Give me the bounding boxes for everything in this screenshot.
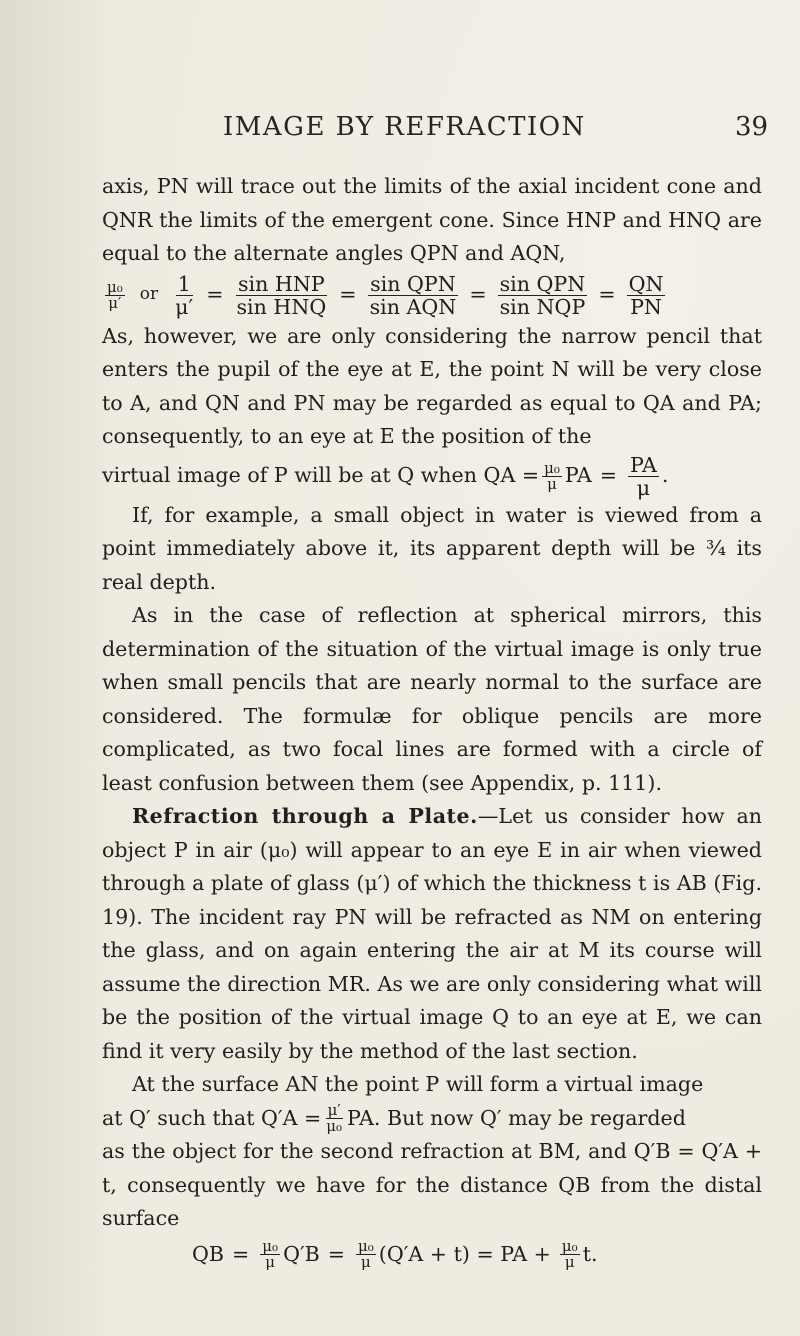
equation-sine-ratio: $\frac{\text{μ₀}}{\mu'}$ or $\frac{1}{\mu'}$ = $\frac{\text{sin HNP}}{\text{sin HNQ}}$ = $\frac{\text{sin QPN}}{\text{sin AQN}}$ = $\frac{\text{sin QPN}}{\text{sin NQP}}$ = $\frac{QN}{PN}$	[107, 271, 664, 319]
running-head: IMAGE BY REFRACTION	[223, 112, 586, 142]
equation-or: or	[139, 284, 159, 305]
fraction: $\frac{QN}{PN}$	[628, 271, 664, 319]
fraction: $\frac{\text{μ₀}}{\mu'}$	[107, 277, 123, 312]
fraction: $\frac{\text{μ₀}}{\mu}$	[358, 1236, 374, 1271]
fraction: $\frac{\text{μ₀}}{\mu}$	[262, 1236, 279, 1271]
paragraph-6-rest: as the object for the second refraction at BM, and Q′B = Q′A + t, consequently we have for the distance QB from the distal surface	[102, 1139, 762, 1230]
paragraph-3: If, for example, a small object in water is viewed from a point immediately above it, its apparent depth will be ¾ its real depth.	[102, 502, 762, 594]
body-text	[102, 170, 762, 1273]
paragraph-6-start: At the surface AN the point P will form a virtual image	[132, 1072, 704, 1096]
fraction: $\frac{\text{sin QPN}}{\text{sin NQP}}$	[499, 271, 586, 319]
page-number: 39	[735, 112, 769, 142]
page-header	[0, 108, 800, 148]
fraction: $\frac{\text{μ₀}}{\mu}$	[561, 1236, 578, 1271]
fraction: $\frac{\mu'}{\text{μ₀}}$	[326, 1100, 343, 1135]
fraction: $\frac{\text{sin HNP}}{\text{sin HNQ}}$	[236, 271, 327, 319]
equation-distance-qb: QB = $\frac{\text{μ₀}}{\mu}$ Q′B = $\frac{\text{μ₀}}{\mu}$ (Q′A + t) = PA + $\frac{\text{μ₀}}{\mu}$ t.	[192, 1236, 598, 1271]
equation-plate-first: at Q′ such that Q′A = $\frac{\mu'}{\text{μ₀}}$ PA. But now Q′ may be regarded	[102, 1100, 686, 1135]
fraction: $\frac{\text{μ₀}}{\mu}$	[544, 458, 560, 493]
paragraph-5: Refraction through a Plate.—Let us consider how an object P in air (μ₀) will appear to an eye E in air when viewed through a plate of glass (μ′) of which the thickness t is AB (Fig. 19). The incident ray PN will be refracted as NM on entering the glass, and on again entering the air at M its course will assume the direction MR. As we are only considering what will be the position of the virtual image Q to an eye at E, we can find it very easily by the method of the last section.	[102, 804, 762, 1063]
section-run-head: Refraction through a Plate.	[132, 804, 478, 828]
fraction: $\frac{1}{\mu'}$	[175, 271, 194, 319]
fraction: $\frac{PA}{\mu}$	[630, 452, 657, 500]
paragraph-4: As in the case of reflection at spherical mirrors, this determination of the situation of the virtual image is only true when small pencils that are nearly normal to the surface are considered. The formulæ for oblique pencils are more complicated, as two focal lines are formed with a circle of least confusion between them (see Appendix, p. 111).	[102, 603, 762, 795]
fraction: $\frac{\text{sin QPN}}{\text{sin AQN}}$	[369, 271, 457, 319]
paragraph-2: As, however, we are only considering the narrow pencil that enters the pupil of the eye at E, the point N will be very close to A, and QN and PN may be regarded as equal to QA and PA; consequently, to an eye at E the position of the	[102, 323, 762, 448]
equation-virtual-image: virtual image of P will be at Q when QA = $\frac{\text{μ₀}}{\mu}$ PA = $\frac{PA}{\mu}$ .	[102, 452, 669, 500]
paragraph-1: axis, PN will trace out the limits of the axial incident cone and QNR the limits of the emergent cone. Since HNP and HNQ are equal to the alternate angles QPN and AQN,	[102, 174, 762, 265]
